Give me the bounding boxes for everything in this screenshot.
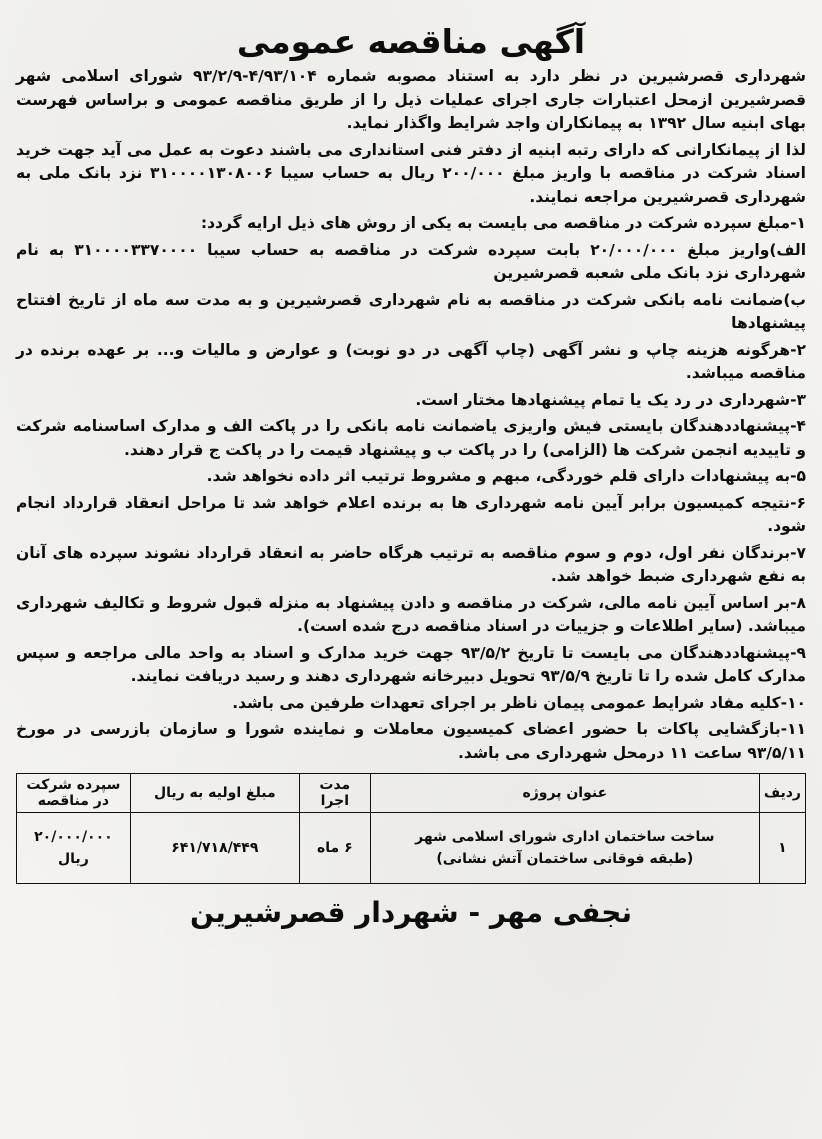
cell-initial-amount: ۶۴۱/۷۱۸/۴۴۹ [130,813,299,884]
clause-3: ۳-شهرداری در رد یک یا تمام پیشنهادها مختار است. [415,390,806,409]
clause-11: ۱۱-بازگشایی پاکات با حضور اعضای کمیسیون معاملات و نماینده شورا و سازمان بازرسی در مورخ ۹۳/۵/۱۱ ساعت ۱۱ درمحل شهرداری می باشد. [16,720,806,762]
cell-row-number: ۱ [759,813,805,884]
clause-1-a: الف)واریز مبلغ ۲۰/۰۰۰/۰۰۰ بابت سپرده شرکت در مناقصه به حساب سیبا ۳۱۰۰۰۰۳۳۷۰۰۰۰ به نام شهرداری نزد بانک ملی شعبه قصرشیرین [16,240,807,282]
clause-1-b: ب)ضمانت نامه بانکی شرکت در مناقصه به نام شهرداری قصرشیرین و به مدت سه ماه از تاریخ افتتاح پیشنهادها [16,290,806,332]
header-deposit: سپرده شرکت در مناقصه [17,774,131,813]
cell-deposit: ۲۰/۰۰۰/۰۰۰ ریال [17,813,131,884]
cell-duration: ۶ ماه [299,813,370,884]
table-header-row [17,774,806,813]
project-table [16,773,806,884]
project-title-line2: (طبقه فوقانی ساختمان آتش نشانی) [436,851,694,867]
clause-10: ۱۰-کلیه مفاد شرایط عمومی پیمان ناظر بر اجرای تعهدات طرفین می باشد. [232,693,806,712]
signature-footer: نجفی مهر - شهردار قصرشیرین [190,896,632,929]
intro-paragraph: شهرداری قصرشیرین در نظر دارد به استناد مصوبه شماره ۴/۹۳/۱۰۴-۹۳/۲/۹ شورای اسلامی شهر قصرشیرین ازمحل اعتبارات جاری اجرای عملیات ذیل را از طریق مناقصه عمومی و براساس فهرست بهای ابنیه سال ۱۳۹۲ به پیمانکاران واجد شرایط واگذار نماید. [16,67,807,132]
project-title-line1: ساخت ساختمان اداری شورای اسلامی شهر [415,829,715,845]
clause-8: ۸-بر اساس آیین نامه مالی، شرکت در مناقصه و دادن پیشنهاد به منزله قبول شروط و تکالیف شهرداری میباشد. (سایر اطلاعات و جزییات در اسناد مناقصه درج شده است). [16,593,806,635]
cell-project-title [370,813,759,884]
clause-2: ۲-هرگونه هزینه چاپ و نشر آگهی (چاپ آگهی در دو نوبت) و عوارض و مالیات و... بر عهده برنده در مناقصه میباشد. [16,340,806,382]
clause-9: ۹-پیشنهاددهندگان می بایست تا تاریخ ۹۳/۵/۲ جهت خرید مدارک و اسناد به واحد مالی مراجعه و سپس مدارک کامل شده را تا تاریخ ۹۳/۵/۹ تحویل دبیرخانه شهرداری دهند و رسید دریافت نمایند. [16,643,807,685]
notice-title: آگهی مناقصه عمومی [236,22,586,61]
clause-5: ۵-به پیشنهادات دارای قلم خوردگی، مبهم و مشروط ترتیب اثر داده نخواهد شد. [206,467,806,485]
header-initial-amount: مبلغ اولیه به ریال [130,774,299,813]
clause-6: ۶-نتیجه کمیسیون برابر آیین نامه شهرداری ها به برنده اعلام خواهد شد تا مراحل انعقاد قرارداد انجام شود. [16,493,806,535]
clause-4: ۴-پیشنهاددهندگان بایستی فیش واریزی یاضمانت نامه بانکی را در پاکت الف و مدارک اساسنامه شرکت و تاییدیه انجمن شرکت ها (الزامی) را در پاکت ب و پیشنهاد قیمت را در پاکت ج قرار دهند. [16,417,806,459]
table-row [17,813,806,884]
header-duration: مدت اجرا [299,774,370,813]
clause-1: ۱-مبلغ سپرده شرکت در مناقصه می بایست به یکی از روش های ذیل ارایه گردد: [200,214,806,232]
clause-7: ۷-برندگان نفر اول، دوم و سوم مناقصه به ترتیب هرگاه حاضر به انعقاد قرارداد نشوند سپرده های آنان به نفع شهرداری ضبط خواهد شد. [16,543,806,585]
notice-body [16,65,806,765]
header-row-number: ردیف [759,774,805,813]
header-project-title: عنوان پروژه [370,774,759,813]
invitation-paragraph: لذا از پیمانکارانی که دارای رتبه ابنیه از دفتر فنی استانداری می باشند دعوت به عمل می آید جهت خرید اسناد شرکت در مناقصه با واریز مبلغ ۲۰۰/۰۰۰ ریال به حساب سیبا ۳۱۰۰۰۰۱۳۰۸۰۰۶ نزد بانک ملی به شهرداری قصرشیرین مراجعه نمایند. [16,140,806,206]
